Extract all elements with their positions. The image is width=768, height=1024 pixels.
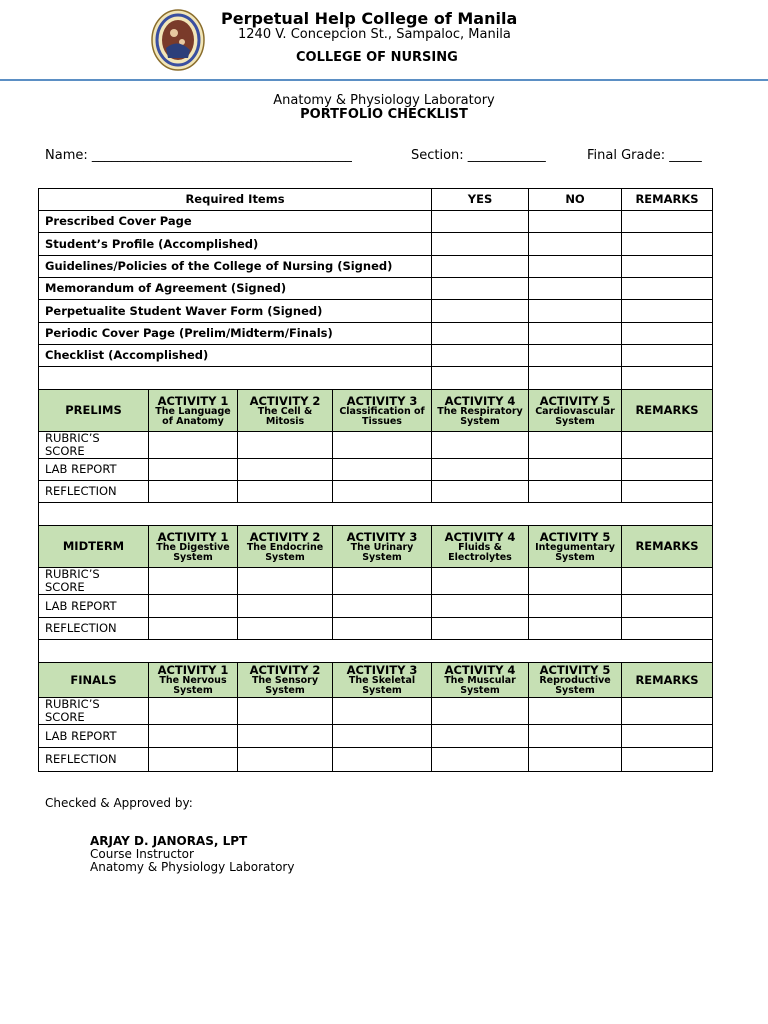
score-cell[interactable]	[333, 481, 432, 503]
lab-report-label: LAB REPORT	[39, 459, 149, 481]
document-title: PORTFOLIO CHECKLIST	[300, 107, 468, 122]
score-cell[interactable]	[529, 459, 622, 481]
blank-cell	[529, 367, 622, 390]
activity-topic: Classification of Tissues	[339, 405, 425, 427]
rubric-label-line1: RUBRIC’S	[45, 431, 100, 445]
header-divider	[0, 79, 768, 81]
yes-cell[interactable]	[432, 256, 529, 278]
remarks-cell[interactable]	[622, 481, 713, 503]
prelims-header-row	[39, 390, 713, 432]
rubric-label	[39, 432, 149, 459]
activity-topic: Integumentary System	[535, 541, 615, 563]
score-cell[interactable]	[149, 698, 238, 725]
score-cell[interactable]	[333, 618, 432, 640]
activity-number: ACTIVITY 4	[444, 529, 516, 544]
activity-topic: The Respiratory System	[437, 405, 523, 427]
checklist-item: Perpetualite Student Waver Form (Signed)	[39, 300, 432, 323]
finals-activity-3	[333, 663, 432, 698]
activity-number: ACTIVITY 5	[539, 529, 611, 544]
score-cell[interactable]	[432, 595, 529, 618]
activity-topic: The Cell & Mitosis	[257, 405, 313, 427]
score-cell[interactable]	[149, 618, 238, 640]
finals-activity-2	[238, 663, 333, 698]
score-cell[interactable]	[432, 432, 529, 459]
rubric-label-line2: SCORE	[45, 444, 85, 458]
remarks-cell[interactable]	[622, 698, 713, 725]
score-cell[interactable]	[432, 459, 529, 481]
yes-cell[interactable]	[432, 300, 529, 323]
lab-report-row	[39, 595, 713, 618]
reflection-label: REFLECTION	[39, 618, 149, 640]
score-cell[interactable]	[432, 481, 529, 503]
no-cell[interactable]	[529, 278, 622, 300]
yes-header: YES	[432, 189, 529, 211]
checklist-header-row	[39, 189, 713, 211]
checklist-item: Memorandum of Agreement (Signed)	[39, 278, 432, 300]
score-cell[interactable]	[238, 698, 333, 725]
activity-number: ACTIVITY 1	[157, 393, 229, 408]
score-cell[interactable]	[432, 568, 529, 595]
score-cell[interactable]	[149, 432, 238, 459]
activity-topic: Reproductive System	[539, 675, 611, 696]
activity-number: ACTIVITY 4	[444, 663, 516, 677]
reflection-row	[39, 748, 713, 772]
checklist-item: Student’s Profile (Accomplished)	[39, 233, 432, 256]
blank-row	[39, 503, 713, 526]
rubric-row	[39, 568, 713, 595]
checklist-item: Prescribed Cover Page	[39, 211, 432, 233]
activity-number: ACTIVITY 1	[157, 663, 229, 677]
score-cell[interactable]	[238, 748, 333, 772]
remarks-cell[interactable]	[622, 256, 713, 278]
rubric-label-line2: SCORE	[45, 580, 85, 594]
activity-topic: The Language of Anatomy	[155, 405, 231, 427]
required-items-header: Required Items	[39, 189, 432, 211]
rubric-row	[39, 698, 713, 725]
name-field[interactable]: Name: ________________________________________	[45, 148, 352, 163]
activity-number: ACTIVITY 2	[249, 529, 321, 544]
blank-row	[39, 367, 713, 390]
rubric-label-line2: SCORE	[45, 710, 85, 724]
score-cell[interactable]	[529, 698, 622, 725]
midterm-activity-2	[238, 526, 333, 568]
approver-name: ARJAY D. JANORAS, LPT	[90, 834, 248, 848]
score-cell[interactable]	[333, 748, 432, 772]
prelims-remarks-header: REMARKS	[622, 390, 713, 432]
score-cell[interactable]	[238, 459, 333, 481]
finals-activity-5	[529, 663, 622, 698]
finals-activity-4	[432, 663, 529, 698]
finals-label: FINALS	[39, 663, 149, 698]
yes-cell[interactable]	[432, 233, 529, 256]
score-cell[interactable]	[333, 432, 432, 459]
remarks-cell[interactable]	[622, 233, 713, 256]
activity-number: ACTIVITY 3	[346, 393, 418, 408]
score-cell[interactable]	[238, 481, 333, 503]
remarks-cell[interactable]	[622, 725, 713, 748]
no-cell[interactable]	[529, 211, 622, 233]
prelims-activity-3	[333, 390, 432, 432]
checklist-row	[39, 211, 713, 233]
score-cell[interactable]	[432, 725, 529, 748]
lab-report-label: LAB REPORT	[39, 595, 149, 618]
score-cell[interactable]	[238, 568, 333, 595]
score-cell[interactable]	[529, 595, 622, 618]
remarks-cell[interactable]	[622, 459, 713, 481]
score-cell[interactable]	[529, 618, 622, 640]
score-cell[interactable]	[529, 568, 622, 595]
checklist-row	[39, 300, 713, 323]
section-field[interactable]: Section: ____________	[411, 148, 546, 163]
score-cell[interactable]	[149, 459, 238, 481]
score-cell[interactable]	[149, 748, 238, 772]
checklist-row	[39, 323, 713, 345]
yes-cell[interactable]	[432, 211, 529, 233]
activity-topic: The Skeletal System	[348, 675, 416, 696]
blank-cell	[432, 367, 529, 390]
score-cell[interactable]	[333, 698, 432, 725]
reflection-row	[39, 481, 713, 503]
reflection-row	[39, 618, 713, 640]
yes-cell[interactable]	[432, 345, 529, 367]
score-cell[interactable]	[238, 725, 333, 748]
activity-topic: Fluids & Electrolytes	[448, 541, 512, 563]
midterm-activity-5	[529, 526, 622, 568]
no-cell[interactable]	[529, 345, 622, 367]
finals-header-row	[39, 663, 713, 698]
no-cell[interactable]	[529, 233, 622, 256]
activity-number: ACTIVITY 2	[249, 393, 321, 408]
reflection-label: REFLECTION	[39, 481, 149, 503]
document-subtitle: Anatomy & Physiology Laboratory	[273, 93, 495, 108]
midterm-remarks-header: REMARKS	[622, 526, 713, 568]
remarks-cell[interactable]	[622, 595, 713, 618]
score-cell[interactable]	[149, 568, 238, 595]
approver-department: Anatomy & Physiology Laboratory	[90, 860, 295, 874]
school-address: 1240 V. Concepcion St., Sampaloc, Manila	[238, 27, 511, 42]
activity-topic: The Digestive System	[156, 541, 230, 563]
score-cell[interactable]	[149, 595, 238, 618]
prelims-activity-5	[529, 390, 622, 432]
finals-activity-1	[149, 663, 238, 698]
rubric-label	[39, 568, 149, 595]
remarks-cell[interactable]	[622, 211, 713, 233]
prelims-activity-1	[149, 390, 238, 432]
midterm-label: MIDTERM	[39, 526, 149, 568]
lab-report-label: LAB REPORT	[39, 725, 149, 748]
remarks-cell[interactable]	[622, 748, 713, 772]
no-cell[interactable]	[529, 300, 622, 323]
activity-topic: The Muscular System	[444, 675, 516, 696]
yes-cell[interactable]	[432, 278, 529, 300]
score-cell[interactable]	[333, 568, 432, 595]
activity-topic: The Sensory System	[251, 675, 319, 696]
remarks-cell[interactable]	[622, 278, 713, 300]
activity-topic: The Urinary System	[350, 541, 414, 563]
midterm-activity-4	[432, 526, 529, 568]
prelims-activity-4	[432, 390, 529, 432]
final-grade-field[interactable]: Final Grade: _____	[587, 148, 702, 163]
midterm-activity-1	[149, 526, 238, 568]
remarks-cell[interactable]	[622, 568, 713, 595]
activity-topic: The Endocrine System	[246, 541, 324, 563]
rubric-label-line1: RUBRIC’S	[45, 567, 100, 581]
activity-number: ACTIVITY 5	[539, 393, 611, 408]
checklist-item: Guidelines/Policies of the College of Nursing (Signed)	[39, 256, 432, 278]
activity-number: ACTIVITY 1	[157, 529, 229, 544]
score-cell[interactable]	[333, 459, 432, 481]
blank-cell	[39, 640, 713, 663]
blank-cell	[39, 367, 432, 390]
college-name: COLLEGE OF NURSING	[296, 50, 458, 65]
remarks-cell[interactable]	[622, 300, 713, 323]
yes-cell[interactable]	[432, 323, 529, 345]
checklist-row	[39, 256, 713, 278]
lab-report-row	[39, 459, 713, 481]
activity-number: ACTIVITY 2	[249, 663, 321, 677]
activity-number: ACTIVITY 3	[346, 663, 418, 677]
rubric-label	[39, 698, 149, 725]
remarks-cell[interactable]	[622, 323, 713, 345]
reflection-label: REFLECTION	[39, 748, 149, 772]
checklist-row	[39, 345, 713, 367]
blank-row	[39, 640, 713, 663]
score-cell[interactable]	[432, 748, 529, 772]
score-cell[interactable]	[238, 618, 333, 640]
lab-report-row	[39, 725, 713, 748]
school-seal-icon	[150, 8, 206, 72]
activity-number: ACTIVITY 3	[346, 529, 418, 544]
school-name: Perpetual Help College of Manila	[221, 9, 518, 28]
finals-remarks-header: REMARKS	[622, 663, 713, 698]
remarks-cell[interactable]	[622, 345, 713, 367]
blank-cell	[622, 367, 713, 390]
score-cell[interactable]	[149, 481, 238, 503]
score-cell[interactable]	[529, 725, 622, 748]
checklist-item: Checklist (Accomplished)	[39, 345, 432, 367]
approval-label: Checked & Approved by:	[45, 796, 193, 810]
score-cell[interactable]	[333, 595, 432, 618]
no-cell[interactable]	[529, 256, 622, 278]
score-cell[interactable]	[238, 432, 333, 459]
checklist-row	[39, 278, 713, 300]
activity-number: ACTIVITY 4	[444, 393, 516, 408]
no-header: NO	[529, 189, 622, 211]
no-cell[interactable]	[529, 323, 622, 345]
score-cell[interactable]	[149, 725, 238, 748]
prelims-label: PRELIMS	[39, 390, 149, 432]
activity-topic: The Nervous System	[159, 675, 227, 696]
score-cell[interactable]	[529, 748, 622, 772]
rubric-row	[39, 432, 713, 459]
score-cell[interactable]	[529, 432, 622, 459]
blank-cell	[39, 503, 713, 526]
rubric-label-line1: RUBRIC’S	[45, 697, 100, 711]
score-cell[interactable]	[529, 481, 622, 503]
activity-topic: Cardiovascular System	[535, 405, 615, 427]
checklist-item: Periodic Cover Page (Prelim/Midterm/Finals)	[39, 323, 432, 345]
remarks-cell[interactable]	[622, 618, 713, 640]
midterm-header-row	[39, 526, 713, 568]
score-cell[interactable]	[432, 698, 529, 725]
score-cell[interactable]	[432, 618, 529, 640]
remarks-cell[interactable]	[622, 432, 713, 459]
prelims-activity-2	[238, 390, 333, 432]
activity-number: ACTIVITY 5	[539, 663, 611, 677]
remarks-header: REMARKS	[622, 189, 713, 211]
portfolio-checklist-table	[38, 188, 713, 772]
approver-role: Course Instructor	[90, 847, 194, 861]
score-cell[interactable]	[333, 725, 432, 748]
checklist-row	[39, 233, 713, 256]
midterm-activity-3	[333, 526, 432, 568]
score-cell[interactable]	[238, 595, 333, 618]
